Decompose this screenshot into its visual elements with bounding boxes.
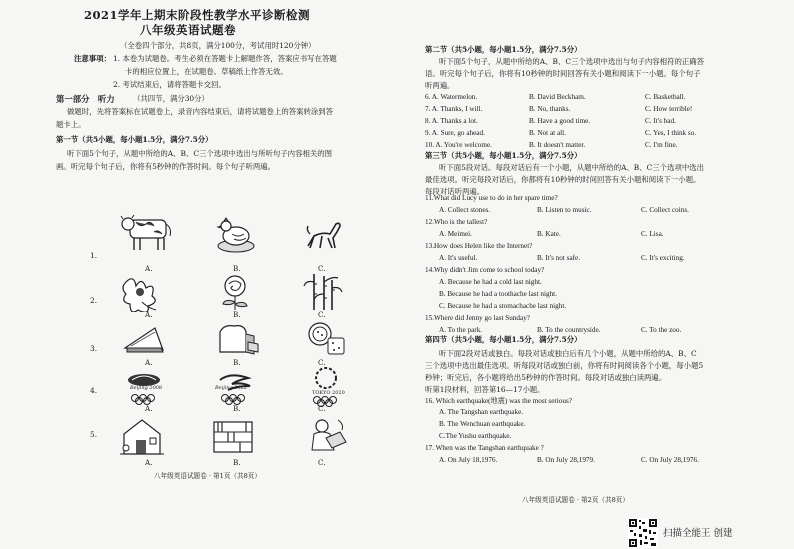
horse-picture [302,216,344,254]
option-b-label: B. [233,358,241,367]
question-number: 5. [90,430,98,439]
q7-option-c: C. How terrible! [645,105,693,113]
q11-option-b: B. Listen to music. [537,206,592,214]
notes-label: 注意事项： [74,54,111,63]
question-number: 3. [90,344,98,353]
section2-heading: 第二节（共5小题，每小题1.5分，满分7.5分） [425,45,582,54]
page-footer: 八年级英语试题卷 · 第2页（共8页） [522,496,629,504]
section4-instruction-2: 三个选项中选出最佳选项。听每段对话或独白前，你将有时间阅读各个小题，每小题5 [425,361,704,370]
section1-instruction-1: 听下面5个句子，从题中所给的A、B、C三个选项中选出与所听句子内容相关的图 [67,149,333,158]
q13-option-a: A. It's useful. [439,254,478,262]
q16-option-a: A. The Tangshan earthquake. [439,408,524,416]
section4-heading: 第四节（共5小题，每小题1.5分，满分7.5分） [425,335,582,344]
option-b-label: B. [233,264,241,273]
section3-instruction-1: 听下面5段对话。每段对话后有一个小题，从题中所给的A、B、C三个选项中选出 [439,163,705,172]
section3-instruction-2: 最佳选项。听完每段对话后，你都将有10秒钟的时间回答有关小题和阅读下一小题。 [425,175,701,184]
q12-option-a: A. Meimei. [439,230,472,238]
beijing-2008-logo-text: Beijing 2008 [130,385,163,391]
section1-heading: 第一节（共5小题，每小题1.5分，满分7.5分） [56,135,213,144]
q9-option-a: 9. A. Sure, go ahead. [425,129,485,137]
tokyo-2020-logo-text: TOKYO 2020 [312,390,345,396]
q10-option-b: B. It doesn't matter. [529,141,586,149]
cow-picture [120,212,174,254]
option-a-label: A. [145,404,153,413]
option-a-label: A. [145,358,153,367]
option-a-label: A. [145,310,153,319]
option-c-label: C. [318,310,326,319]
house-picture [118,414,166,458]
q17-option-b: B. On July 28,1979. [537,456,595,464]
question-number: 4. [90,386,98,395]
q17-option-c: C. On July 28,1976. [641,456,699,464]
q11-option-c: C. Collect coins. [641,206,689,214]
q13-option-c: C. It's exciting. [641,254,685,262]
section4-instruction-3: 秒钟；听完后，各小题将给出5秒钟的作答时间。每段对话或独白读两遍。 [425,373,667,382]
q14-option-c: C. Because he had a stomachache last night. [439,302,567,310]
scanner-watermark: 扫描全能王 创建 [663,528,733,539]
q8-option-c: C. It's bad. [645,117,676,125]
q14-question: 14.Why didn't Jim come to school today? [425,266,545,274]
option-c-label: C. [318,264,326,273]
part1-instruction-2: 题卡上。 [56,120,86,129]
section2-instruction-1: 听下面5个句子，从题中所给的A、B、C三个选项中选出与句子内容相符的正确答 [439,57,705,66]
q11-option-a: A. Collect stones. [439,206,491,214]
biscuits-picture [306,320,348,358]
q11-question: 11.What did Lucy use to do in her spare time? [425,194,558,202]
q15-option-c: C. To the zoo. [641,326,682,334]
q10-option-c: C. I'm fine. [645,141,678,149]
rose-picture [213,272,257,312]
q13-question: 13.How does Helen like the Internet? [425,242,533,250]
q7-option-a: 7. A. Thanks, I will. [425,105,483,113]
exam-info: （全卷四个部分，共8页，满分100分，考试用时120分钟） [120,41,316,50]
library-picture [210,416,256,456]
q15-option-a: A. To the park. [439,326,483,334]
section3-heading: 第三节（共5小题，每小题1.5分，满分7.5分） [425,151,582,160]
option-c-label: C. [318,458,326,467]
question-number: 1. [90,251,98,260]
option-b-label: B. [233,458,241,467]
q14-option-b: B. Because he had a toothache last night. [439,290,557,298]
option-a-label: A. [145,458,153,467]
q6-option-a: 6. A. Watermelon. [425,93,478,101]
q10-option-a: 10. A. You're welcome. [425,141,492,149]
note-1a: 1. 本卷为试题卷。考生必须在答题卡上解题作答，答案应书写在答题 [113,54,337,63]
qr-code-icon [628,518,658,548]
section4-instruction-1: 听下面2段对话或独白。每段对话或独白后有几个小题，从题中所给的A、B、C [439,349,697,358]
q9-option-b: B. Not at all. [529,129,566,137]
q6-option-b: B. David Beckham. [529,93,586,101]
bread-picture [214,322,260,358]
q16-question: 16. Which earthquake(地震) was the most serious? [425,397,572,405]
option-c-label: C. [318,358,326,367]
q12-option-c: C. Lisa. [641,230,664,238]
q12-question: 12.Who is the tallest? [425,218,488,226]
section2-instruction-2: 语。听完每个句子后，你将有10秒钟的时间回答有关小题和阅读下一小题。每个句子 [425,69,701,78]
q7-option-b: B. No, thanks. [529,105,571,113]
q14-option-a: A. Because he had a cold last night. [439,278,542,286]
section4-instruction-4: 听第1段材料，回答第16—17小题。 [425,385,545,394]
section3-instruction-3: 每段对话听两遍。 [425,187,485,196]
section2-instruction-3: 听两遍。 [425,81,455,90]
part1-score: （共四节，满分30分） [133,94,209,103]
q15-question: 15.Where did Jenny go last Sunday? [425,314,530,322]
sandwich-picture [121,322,167,358]
exam-title: 2021学年上期末阶段性教学水平诊断检测 [84,8,311,22]
tokyo-2020-logo [304,366,348,408]
note-2: 2. 考试结束后，请将答题卡交回。 [113,80,226,89]
q6-option-c: C. Basketball. [645,93,686,101]
q15-option-b: B. To the countryside. [537,326,601,334]
hen-picture [214,214,258,254]
part1-instruction-1: 做题时，先将答案标在试题卷上，录音内容结束后，请将试题卷上的答案转涂到答 [67,107,334,116]
option-a-label: A. [145,264,153,273]
note-1b: 卡的相应位置上，在试题卷、草稿纸上作答无效。 [125,67,288,76]
q9-option-c: C. Yes, I think so. [645,129,697,137]
part1-heading: 第一部分 听力 [56,94,115,104]
q8-option-b: B. Have a good time. [529,117,591,125]
option-b-label: B. [233,404,241,413]
q17-option-a: A. On July 18,1976. [439,456,498,464]
q13-option-b: B. It's not safe. [537,254,581,262]
q8-option-a: 8. A. Thanks a lot. [425,117,478,125]
reading-picture [302,414,350,458]
q17-question: 17. When was the Tangshan earthquake ? [425,444,544,452]
option-b-label: B. [233,310,241,319]
question-number: 2. [90,296,98,305]
page-footer: 八年级英语试题卷 · 第1页（共8页） [154,472,261,480]
q12-option-b: B. Kate. [537,230,561,238]
q16-option-c: C.The Yushu earthquake. [439,432,512,440]
q16-option-b: B. The Wenchuan earthquake. [439,420,526,428]
bamboo-picture [302,272,344,312]
exam-page-2 [397,0,794,549]
section1-instruction-2: 画。听完每个句子后，你将有5秒钟的作答时间。每个句子听两遍。 [56,162,276,171]
option-c-label: C. [318,404,326,413]
exam-subtitle: 八年级英语试题卷 [140,23,236,37]
beijing-2022-logo-text: Beijing 2022 [215,385,248,391]
flower-picture [120,272,164,312]
